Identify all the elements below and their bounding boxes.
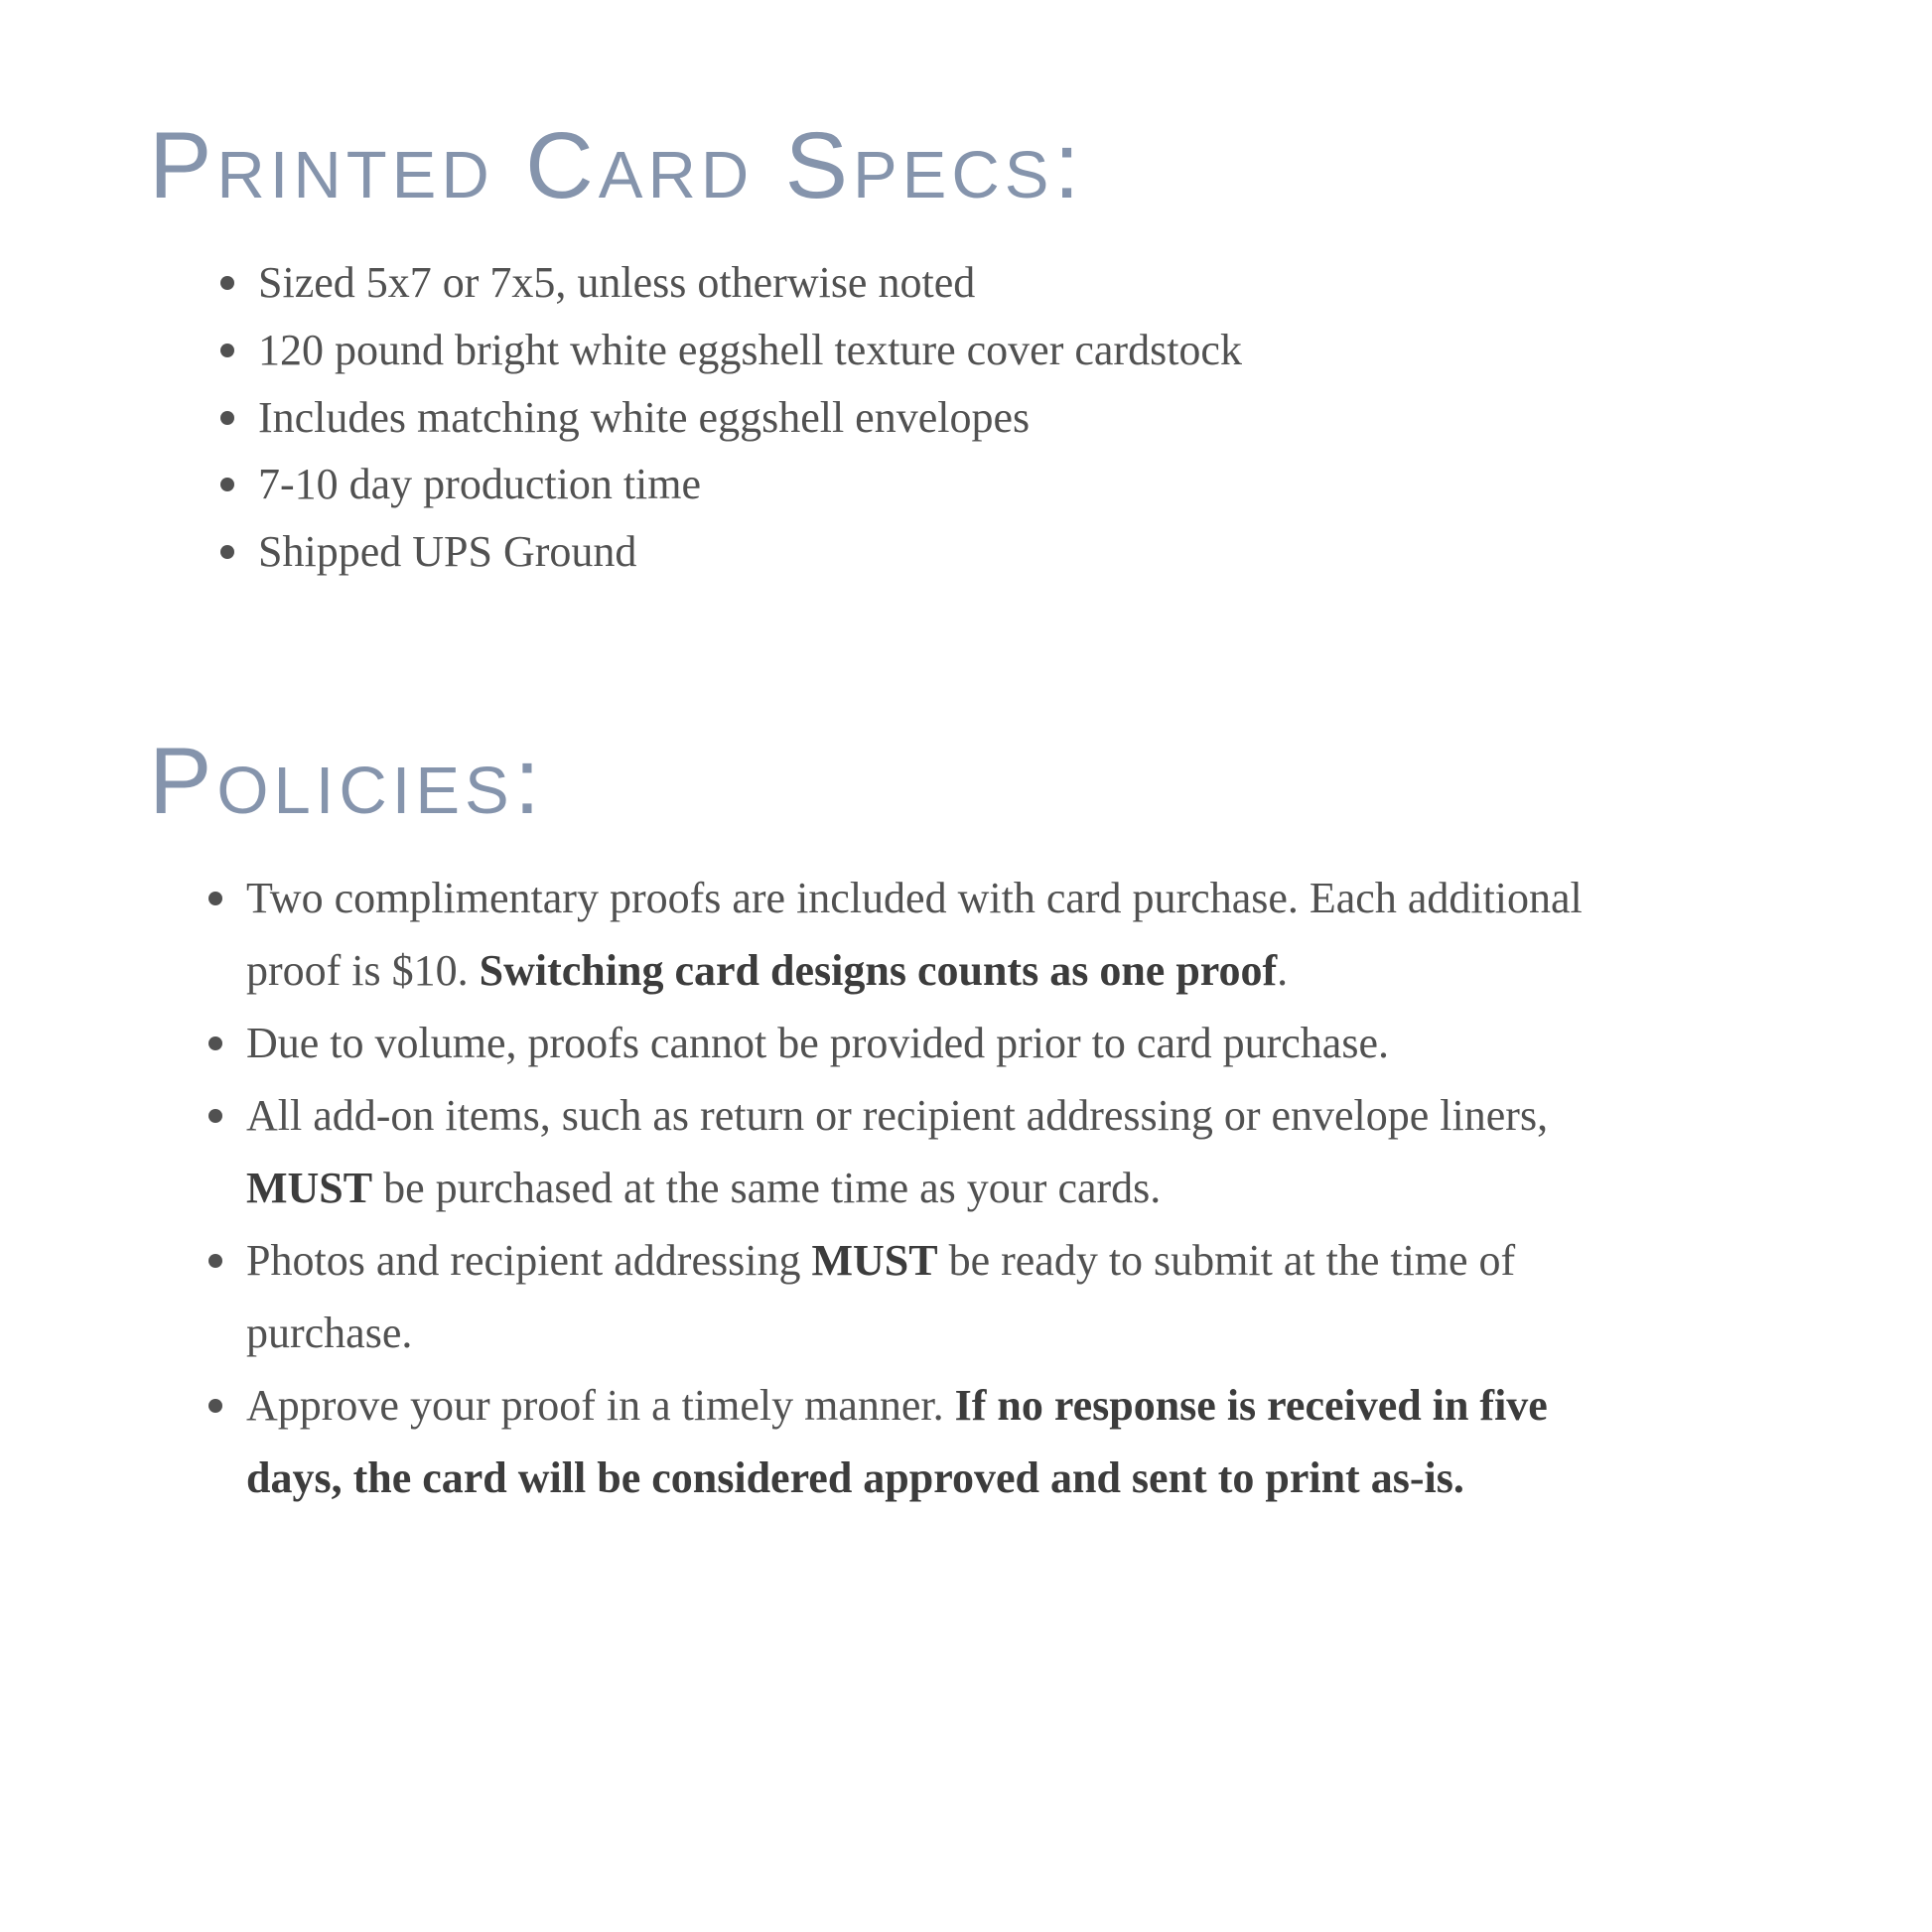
policies-list bbox=[208, 862, 1602, 1514]
list-item bbox=[220, 519, 1813, 586]
list-item bbox=[208, 1007, 1602, 1079]
text-segment: Photos and recipient addressing bbox=[246, 1236, 812, 1286]
text-segment: Due to volume, proofs cannot be provided prior to card purchase. bbox=[246, 1018, 1389, 1067]
text-segment: . bbox=[1277, 945, 1289, 995]
list-item bbox=[220, 452, 1813, 518]
list-item bbox=[208, 862, 1602, 1007]
text-segment: All add-on items, such as return or recipient addressing or envelope liners, bbox=[246, 1090, 1549, 1140]
bold-text-segment: MUST bbox=[811, 1236, 938, 1286]
text-segment: be ready to submit at the time of purchase. bbox=[246, 1236, 1516, 1358]
list-item bbox=[208, 1224, 1602, 1369]
text-segment: be purchased at the same time as your cards. bbox=[372, 1164, 1162, 1212]
list-item bbox=[208, 1079, 1602, 1224]
specs-list bbox=[220, 250, 1813, 586]
list-item bbox=[220, 318, 1813, 384]
text-segment: Approve your proof in a timely manner. bbox=[246, 1381, 955, 1431]
bold-text-segment: MUST bbox=[246, 1164, 373, 1212]
list-item bbox=[220, 385, 1813, 452]
bold-text-segment: Switching card designs counts as one proof bbox=[479, 945, 1278, 995]
text-segment: Sized 5x7 or 7x5, unless otherwise noted bbox=[258, 257, 976, 307]
text-segment: Includes matching white eggshell envelopes bbox=[258, 392, 1031, 442]
printed-card-specs-heading: Printed Card Specs: bbox=[149, 113, 1085, 218]
text-segment: Two complimentary proofs are included with card purchase. Each additional proof is $10. bbox=[246, 873, 1583, 995]
bold-text-segment: If no response is received in five days, the card will be considered approved and sent to print as-is. bbox=[246, 1381, 1548, 1503]
text-segment: 120 pound bright white eggshell texture cover cardstock bbox=[258, 325, 1242, 374]
policies-heading: Policies: bbox=[149, 729, 546, 835]
text-segment: 7-10 day production time bbox=[258, 460, 702, 509]
list-item bbox=[220, 250, 1813, 317]
list-item bbox=[208, 1369, 1602, 1514]
text-segment: Shipped UPS Ground bbox=[258, 527, 637, 577]
